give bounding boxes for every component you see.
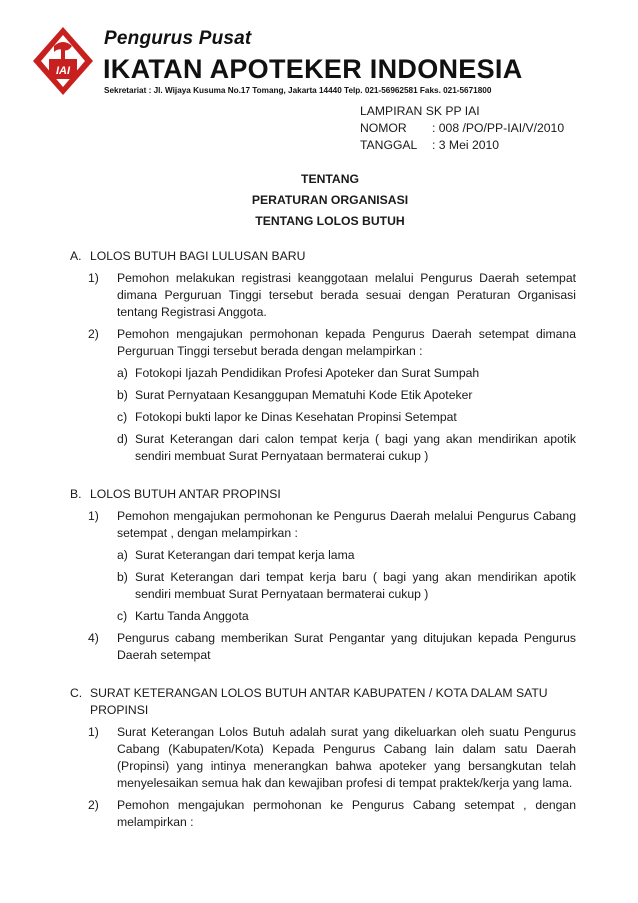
item-number: 1): [88, 725, 99, 739]
document-body: [70, 248, 576, 831]
sub-item: [117, 569, 576, 603]
sub-text: Kartu Tanda Anggota: [135, 609, 249, 623]
document-titles: [0, 171, 638, 234]
sub-item: [117, 387, 576, 404]
sub-text: Fotokopi bukti lapor ke Dinas Kesehatan Propinsi Setempat: [135, 410, 457, 424]
item-body: [117, 508, 576, 625]
meta-value: : 3 Mei 2010: [432, 138, 500, 152]
title-lolos-butuh: TENTANG LOLOS BUTUH: [255, 214, 405, 228]
item-text: Pengurus cabang memberikan Surat Pengantar yang ditujukan kepada Pengurus Daerah setempat: [117, 631, 576, 662]
list-item: [70, 326, 576, 465]
sub-letter: b): [117, 388, 128, 402]
sub-item: [117, 608, 576, 625]
item-number: 2): [88, 327, 99, 341]
sub-letter: d): [117, 432, 128, 446]
sub-text: Surat Keterangan dari calon tempat kerja ( bagi yang akan mendirikan apotik sendiri membuat Surat Pernyataan bermaterai cukup ): [135, 432, 576, 463]
list-item: [70, 630, 576, 664]
logo-text: IAI: [55, 65, 71, 77]
section-a-heading: [70, 248, 576, 265]
meta-lampiran: LAMPIRAN SK PP IAI: [360, 104, 480, 118]
sub-text: Fotokopi Ijazah Pendidikan Profesi Apoteker dan Surat Sumpah: [135, 366, 480, 380]
document-meta: [360, 103, 564, 154]
meta-row-nomor: [360, 120, 564, 137]
section-letter: C.: [70, 686, 83, 700]
item-number: 1): [88, 509, 99, 523]
section-c-heading: [70, 685, 576, 719]
title-peraturan: PERATURAN ORGANISASI: [251, 193, 409, 207]
sub-letter: c): [117, 609, 128, 623]
meta-row-tanggal: [360, 137, 564, 154]
section-title: LOLOS BUTUH BAGI LULUSAN BARU: [90, 249, 306, 263]
sub-item: [117, 365, 576, 382]
org-address: Sekretariat : Jl. Wijaya Kusuma No.17 Tomang, Jakarta 14440 Telp. 021-56962581 Faks. 021-5671800: [104, 86, 492, 95]
section-b-heading: [70, 486, 576, 503]
sub-text: Surat Pernyataan Kesanggupan Mematuhi Kode Etik Apoteker: [135, 388, 473, 402]
sub-item: [117, 431, 576, 465]
sub-letter: c): [117, 410, 128, 424]
title-tentang: TENTANG: [301, 172, 359, 186]
sub-item: [117, 547, 576, 564]
org-subtitle: Pengurus Pusat: [104, 28, 252, 49]
sub-letter: a): [117, 366, 128, 380]
letterhead: [32, 24, 612, 104]
section-title: SURAT KETERANGAN LOLOS BUTUH ANTAR KABUPATEN / KOTA DALAM SATU PROPINSI: [90, 686, 548, 717]
item-text: Pemohon mengajukan permohonan ke Pengurus Daerah melalui Pengurus Cabang setempat , dengan melampirkan :: [117, 509, 576, 540]
section-title: LOLOS BUTUH ANTAR PROPINSI: [90, 487, 281, 501]
iai-logo-icon: [32, 26, 94, 96]
sub-text: Surat Keterangan dari tempat kerja lama: [135, 548, 355, 562]
section-letter: A.: [70, 249, 82, 263]
item-text: Pemohon mengajukan permohonan ke Pengurus Cabang setempat , dengan melampirkan :: [117, 798, 576, 829]
item-text: Pemohon mengajukan permohonan kepada Pengurus Daerah setempat dimana Perguruan Tinggi tersebut berada dengan melampirkan :: [117, 327, 576, 358]
list-item: [70, 724, 576, 792]
list-item: [70, 270, 576, 321]
sub-letter: b): [117, 570, 128, 584]
item-text: Surat Keterangan Lolos Butuh adalah surat yang dikeluarkan oleh suatu Pengurus Cabang (Kabupaten/Kota) Kepada Pengurus Cabang lain dalam satu Daerah (Propinsi) yang intinya menerangkan bahwa apoteker yang bersangkutan telah menyelesaikan semua hak dan kewajiban profesi di tempat praktek/kerja yang lama.: [117, 725, 576, 790]
item-number: 1): [88, 271, 99, 285]
meta-key: TANGGAL: [360, 138, 418, 152]
meta-value: : 008 /PO/PP-IAI/V/2010: [432, 121, 565, 135]
list-item: [70, 508, 576, 625]
item-text: Pemohon melakukan registrasi keanggotaan melalui Pengurus Daerah setempat dimana Perguruan Tinggi tersebut berada sesuai dengan Peraturan Organisasi tentang Registrasi Anggota.: [117, 271, 576, 319]
item-number: 4): [88, 631, 99, 645]
meta-key: NOMOR: [360, 121, 407, 135]
section-letter: B.: [70, 487, 82, 501]
sub-letter: a): [117, 548, 128, 562]
sub-item: [117, 409, 576, 426]
sub-text: Surat Keterangan dari tempat kerja baru ( bagi yang akan mendirikan apotik sendiri membuat Surat Pernyataan bermaterai cukup ): [135, 570, 576, 601]
list-item: [70, 797, 576, 831]
org-name: IKATAN APOTEKER INDONESIA: [103, 54, 523, 84]
item-body: [117, 326, 576, 465]
item-number: 2): [88, 798, 99, 812]
